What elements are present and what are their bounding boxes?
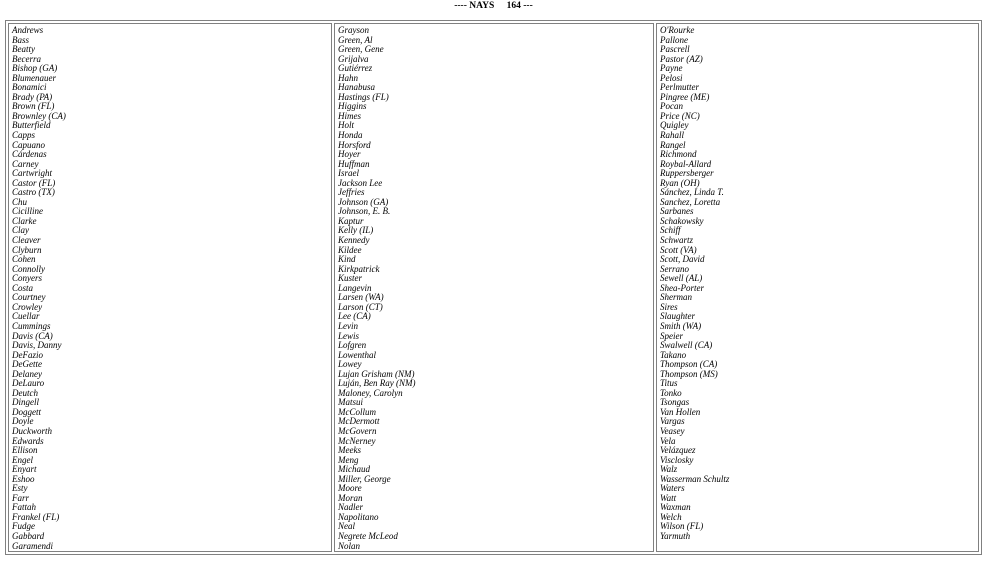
member-name: Dingell bbox=[12, 397, 39, 408]
member-name: Price (NC) bbox=[660, 110, 700, 121]
member-name: Costa bbox=[12, 282, 34, 293]
names-column-3 bbox=[656, 23, 979, 552]
member-name: Pastor (AZ) bbox=[660, 53, 703, 64]
member-name: Clyburn bbox=[12, 244, 42, 255]
member-name: Cárdenas bbox=[12, 149, 47, 160]
member-name: DeFazio bbox=[12, 349, 43, 360]
member-name: Swalwell (CA) bbox=[660, 340, 713, 351]
member-name: Clarke bbox=[12, 215, 37, 226]
member-name: Deutch bbox=[12, 387, 38, 398]
member-name: Andrews bbox=[12, 25, 44, 35]
member-name: Pocan bbox=[660, 101, 683, 112]
member-name: Hastings (FL) bbox=[338, 91, 389, 102]
member-name: Wasserman Schultz bbox=[660, 473, 730, 484]
member-name: Lowenthal bbox=[338, 349, 377, 360]
member-name: Eshoo bbox=[12, 473, 35, 484]
member-name: Holt bbox=[338, 120, 355, 131]
member-name: Nolan bbox=[338, 540, 361, 551]
member-name: McCollum bbox=[338, 406, 376, 417]
member-name: Kildee bbox=[338, 244, 362, 255]
member-name: Honda bbox=[338, 130, 363, 141]
member-name: Horsford bbox=[338, 139, 371, 150]
member-name: Serrano bbox=[660, 263, 689, 274]
member-name: Cohen bbox=[12, 254, 36, 265]
member-name: Doyle bbox=[12, 416, 34, 427]
member-name: Payne bbox=[660, 63, 683, 74]
member-name: Crowley bbox=[12, 301, 43, 312]
member-name: Hoyer bbox=[338, 149, 361, 160]
member-name: Bishop (GA) bbox=[12, 63, 58, 74]
member-name: Tonko bbox=[660, 387, 682, 398]
member-name: Smith (WA) bbox=[660, 320, 702, 331]
member-name: Langevin bbox=[338, 282, 372, 293]
member-name: McDermott bbox=[338, 416, 380, 427]
member-name: Negrete McLeod bbox=[338, 530, 398, 541]
member-name: Vargas bbox=[660, 416, 685, 427]
member-name: Vela bbox=[660, 435, 676, 446]
member-name: Engel bbox=[12, 454, 33, 465]
member-name: Fattah bbox=[12, 502, 36, 513]
member-name: Rangel bbox=[660, 139, 686, 150]
member-name: Israel bbox=[338, 168, 359, 179]
member-name: Welch bbox=[660, 511, 682, 522]
member-name: Castro (TX) bbox=[12, 187, 55, 198]
member-name: Becerra bbox=[12, 53, 41, 64]
member-name: Carney bbox=[12, 158, 39, 169]
member-name: Sires bbox=[660, 301, 678, 312]
member-name: Hahn bbox=[338, 72, 358, 83]
member-name: Cuellar bbox=[12, 311, 40, 322]
member-name: O'Rourke bbox=[660, 25, 695, 35]
member-name: Watt bbox=[660, 492, 677, 503]
member-name: Sewell (AL) bbox=[660, 273, 703, 284]
member-name: Sánchez, Linda T. bbox=[660, 187, 724, 198]
member-name: Lee (CA) bbox=[338, 311, 371, 322]
member-name: Perlmutter bbox=[660, 82, 699, 93]
member-name: Quigley bbox=[660, 120, 689, 131]
member-name: Miller, George bbox=[338, 473, 391, 484]
member-name: Meeks bbox=[338, 445, 361, 456]
member-name: Schwartz bbox=[660, 235, 694, 246]
member-name: Grijalva bbox=[338, 53, 369, 64]
member-name: Moore bbox=[338, 483, 362, 494]
member-name: Waxman bbox=[660, 502, 691, 513]
member-name: Titus bbox=[660, 378, 678, 389]
member-name: Wilson (FL) bbox=[660, 521, 704, 532]
member-name: Neal bbox=[338, 521, 355, 532]
member-name: Pallone bbox=[660, 34, 688, 45]
member-name: Lowey bbox=[338, 359, 362, 370]
member-name: Enyart bbox=[12, 464, 37, 475]
member-name: Maloney, Carolyn bbox=[338, 387, 403, 398]
member-name: Farr bbox=[12, 492, 30, 503]
member-name: Higgins bbox=[338, 101, 367, 112]
member-name: Veasey bbox=[660, 425, 685, 436]
member-name: Sarbanes bbox=[660, 206, 694, 217]
member-name: Thompson (MS) bbox=[660, 368, 718, 379]
member-name: Sherman bbox=[660, 292, 692, 303]
member-name: Kelly (IL) bbox=[338, 225, 374, 236]
member-name: Edwards bbox=[12, 435, 44, 446]
member-name: Michaud bbox=[338, 464, 370, 475]
member-name: Huffman bbox=[338, 158, 370, 169]
member-name: Duckworth bbox=[12, 425, 52, 436]
member-name: Kennedy bbox=[338, 235, 370, 246]
member-name: Schiff bbox=[660, 225, 681, 236]
member-name: Matsui bbox=[338, 397, 364, 408]
member-name: Kuster bbox=[338, 273, 363, 284]
member-name: Cleaver bbox=[12, 235, 41, 246]
member-name: Larson (CT) bbox=[338, 301, 383, 312]
member-name: Scott (VA) bbox=[660, 244, 697, 255]
member-name: Lujan Grisham (NM) bbox=[338, 368, 415, 379]
member-name: Clay bbox=[12, 225, 29, 236]
member-name: Gabbard bbox=[12, 530, 45, 541]
member-name: Lofgren bbox=[338, 340, 367, 351]
member-name: Green, Gene bbox=[338, 44, 384, 55]
member-name: Speier bbox=[660, 330, 683, 341]
member-name: Jackson Lee bbox=[338, 177, 383, 188]
member-name: DeLauro bbox=[12, 378, 45, 389]
member-name: Jeffries bbox=[338, 187, 365, 198]
member-name: Castor (FL) bbox=[12, 177, 56, 188]
member-name: Roybal-Allard bbox=[660, 158, 712, 169]
member-name: Walz bbox=[660, 464, 678, 475]
member-name: Frankel (FL) bbox=[12, 511, 60, 522]
member-name: Capps bbox=[12, 130, 36, 141]
member-name: Levin bbox=[338, 320, 358, 331]
nays-table bbox=[5, 20, 982, 555]
member-name: Pelosi bbox=[660, 72, 683, 83]
member-name: Van Hollen bbox=[660, 406, 701, 417]
member-name: Slaughter bbox=[660, 311, 695, 322]
member-name: Garamendi bbox=[12, 540, 53, 551]
names-column-1 bbox=[8, 23, 332, 552]
member-name: Pingree (ME) bbox=[660, 91, 710, 102]
nays-count: 164 --- bbox=[506, 1, 533, 11]
nays-heading bbox=[0, 0, 987, 13]
member-name: Johnson (GA) bbox=[338, 196, 389, 207]
member-name: Richmond bbox=[660, 149, 697, 160]
member-name: Schakowsky bbox=[660, 215, 704, 226]
member-name: Meng bbox=[338, 454, 359, 465]
member-name: Yarmuth bbox=[660, 530, 691, 541]
member-name: Thompson (CA) bbox=[660, 359, 718, 370]
member-name: Doggett bbox=[12, 406, 41, 417]
member-name: Cummings bbox=[12, 320, 51, 331]
member-name: Pascrell bbox=[660, 44, 690, 55]
member-name: Himes bbox=[338, 110, 361, 121]
member-name: Cicilline bbox=[12, 206, 43, 217]
member-name: Esty bbox=[12, 483, 28, 494]
member-name: Davis, Danny bbox=[12, 340, 62, 351]
member-name: Delaney bbox=[12, 368, 42, 379]
member-name: Johnson, E. B. bbox=[338, 206, 391, 217]
member-name: Waters bbox=[660, 483, 685, 494]
member-name: Grayson bbox=[338, 25, 369, 35]
member-name: Davis (CA) bbox=[12, 330, 53, 341]
member-name: Ellison bbox=[12, 445, 38, 456]
member-name: Luján, Ben Ray (NM) bbox=[338, 378, 416, 389]
member-name: Visclosky bbox=[660, 454, 694, 465]
member-name: Conyers bbox=[12, 273, 42, 284]
member-name: Brady (PA) bbox=[12, 91, 53, 102]
member-name: Brown (FL) bbox=[12, 101, 55, 112]
names-column-2 bbox=[334, 23, 654, 552]
member-name: Nadler bbox=[338, 502, 364, 513]
member-name: Lewis bbox=[338, 330, 360, 341]
member-name: Green, Al bbox=[338, 34, 373, 45]
member-name: Courtney bbox=[12, 292, 46, 303]
member-name: Capuano bbox=[12, 139, 46, 150]
member-name: Tsongas bbox=[660, 397, 690, 408]
member-name: Bonamici bbox=[12, 82, 47, 93]
member-name: Ruppersberger bbox=[660, 168, 714, 179]
member-name: DeGette bbox=[12, 359, 42, 370]
member-name: Butterfield bbox=[12, 120, 51, 131]
nays-label: ---- NAYS bbox=[454, 1, 495, 11]
member-name: Napolitano bbox=[338, 511, 379, 522]
member-name: McNerney bbox=[338, 435, 376, 446]
member-name: Kirkpatrick bbox=[338, 263, 380, 274]
member-name: Larsen (WA) bbox=[338, 292, 384, 303]
member-name: Kind bbox=[338, 254, 356, 265]
member-name: McGovern bbox=[338, 425, 377, 436]
member-name: Gutiérrez bbox=[338, 63, 373, 74]
member-name: Chu bbox=[12, 196, 28, 207]
member-name: Beatty bbox=[12, 44, 35, 55]
member-name: Blumenauer bbox=[12, 72, 56, 83]
member-name: Bass bbox=[12, 34, 30, 45]
member-name: Brownley (CA) bbox=[12, 110, 66, 121]
member-name: Hanabusa bbox=[338, 82, 376, 93]
member-name: Velázquez bbox=[660, 445, 696, 456]
member-name: Fudge bbox=[12, 521, 35, 532]
member-name: Sanchez, Loretta bbox=[660, 196, 721, 207]
member-name: Ryan (OH) bbox=[660, 177, 700, 188]
member-name: Scott, David bbox=[660, 254, 705, 265]
member-name: Rahall bbox=[660, 130, 684, 141]
member-name: Moran bbox=[338, 492, 363, 503]
member-name: Shea-Porter bbox=[660, 282, 704, 293]
member-name: Takano bbox=[660, 349, 687, 360]
member-name: Cartwright bbox=[12, 168, 53, 179]
member-name: Connolly bbox=[12, 263, 45, 274]
member-name: Kaptur bbox=[338, 215, 364, 226]
